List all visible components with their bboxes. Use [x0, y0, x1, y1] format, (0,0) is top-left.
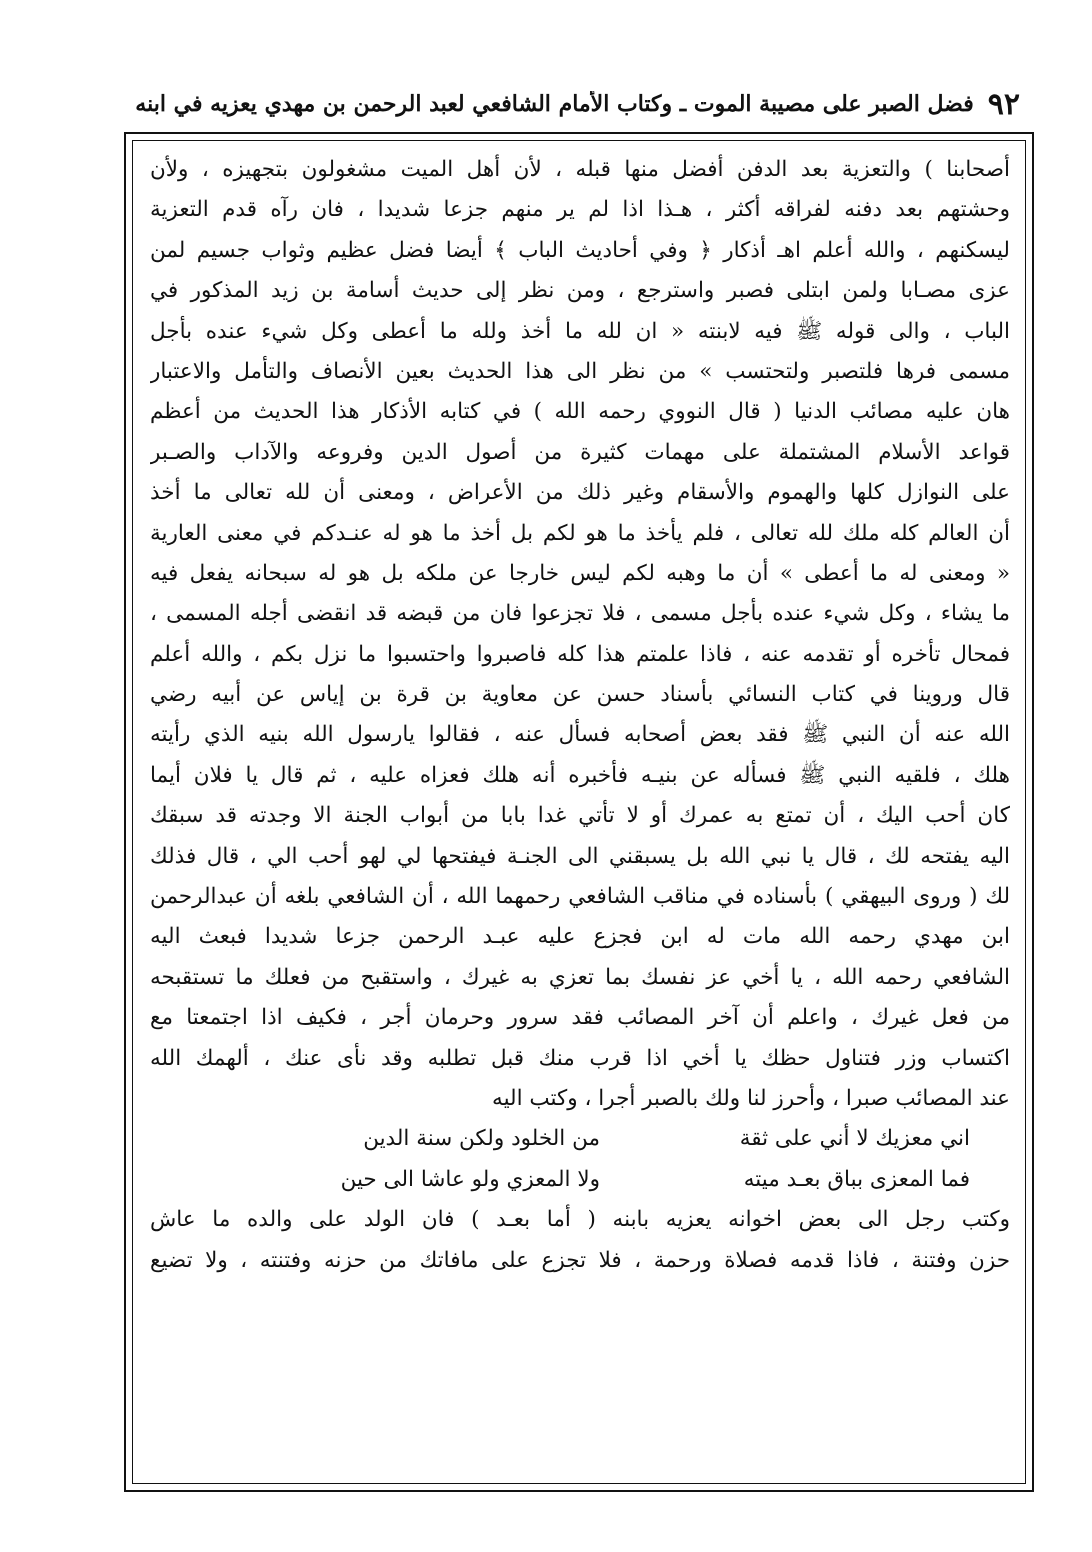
paragraph-before-verses [150, 150, 1010, 1119]
text-line: « ومعنى له ما أعطى » أن ما وهبه لكم ليس خارجا عن ملكه بل هو له سبحانه يفعل فيه [150, 560, 1010, 586]
paragraph-after-verses [150, 1200, 1010, 1281]
page-header [130, 84, 1020, 124]
text-line: من فعل غيرك ، واعلم أن آخر المصائب فقد سرور وحرمان أجر ، فكيف اذا اجتمعتا مع [150, 1005, 1010, 1031]
text-line: الشافعي رحمه الله ، يا أخي عز نفسك بما تعزي به غيرك ، واستقبح من فعلك ما تستقبحه [150, 964, 1010, 990]
verse-line [150, 1160, 1010, 1200]
main-text [150, 150, 1010, 1475]
text-line: ما يشاء ، وكل شيء عنده بأجل مسمى ، فلا تجزعوا فان من قبضه قد انقضى أجله المسمى ، [150, 601, 1010, 627]
text-line: الباب ، والى قوله ﷺ فيه لابنته « ان لله ما أخذ ولله ما أعطى وكل شيء عنده بأجل [150, 318, 1010, 344]
running-title: فضل الصبر على مصيبة الموت ـ وكتاب الأمام الشافعي لعبد الرحمن بن مهدي يعزيه في ابنه [135, 91, 974, 117]
text-line: اكتساب وزر فتناول حظك يا أخي اذا قرب منك قبل تطلبه وقد نأى عنك ، ألهمك الله [150, 1045, 1010, 1071]
text-line: هلك ، فلقيه النبي ﷺ فسأله عن بنيـه فأخبره أنه هلك فعزاه عليه ، ثم قال يا فلان أيما [150, 762, 1010, 788]
verse-second-half: من الخلود ولكن سنة الدين [363, 1126, 600, 1152]
text-line: أن العالم كله ملك لله تعالى ، فلم يأخذ ما هو لكم بل أخذ ما هو له عنـدكم في معنى العارية [150, 520, 1010, 546]
text-line: فمحال تأخره أو تقدمه عنه ، فاذا علمتم هذا كله فاصبروا واحتسبوا ما نزل بكم ، والله أعلم [150, 641, 1010, 667]
text-line: ليسكنهم ، والله أعلم اهـ أذكار ﴿ وفي أحاديث الباب ﴾ أيضا فضل عظيم وثواب جسيم لمن [150, 237, 1010, 263]
text-line: قال وروينا في كتاب النسائي بأسناد حسن عن معاوية بن قرة بن إياس عن أبيه رضي [150, 682, 1010, 708]
poem-verses [150, 1119, 1010, 1200]
text-line: عند المصائب صبرا ، وأحرز لنا ولك بالصبر أجرا ، وكتب اليه [492, 1085, 1010, 1111]
verse-first-half: اني معزيك لا أني على ثقة [739, 1126, 970, 1152]
text-line: عزى مصـابا ولمن ابتلى فصبر واسترجع ، ومن نظر إلى حديث أسامة بن زيد المذكور في [150, 278, 1010, 304]
text-line: الله عنه أن النبي ﷺ فقد بعض أصحابه فسأل عنه ، فقالوا يارسول الله بنيه الذي رأيته [150, 722, 1010, 748]
text-line: حزن وفتنة ، فاذا قدمه فصلاة ورحمة ، فلا تجزع على مافاتك من حزنه وفتنته ، ولا تضيع [150, 1247, 1010, 1273]
text-line: لك ( وروى البيهقي ) بأسناده في مناقب الشافعي رحمهما الله ، أن الشافعي بلغه أن عبدالرحمن [150, 884, 1010, 910]
page-number: ٩٢ [987, 86, 1020, 122]
text-line: على النوازل كلها والهموم والأسقام وغير ذلك من الأعراض ، ومعنى أن لله تعالى ما أخذ [150, 480, 1010, 506]
text-line: مسمى فرها فلتصبر ولتحتسب » من نظر الى هذا الحديث بعين الأنصاف والتأمل والاعتبار [150, 358, 1010, 384]
text-line: وحشتهم بعد دفنه لفراقه أكثر ، هـذا اذا لم ير منهم جزعا شديدا ، فان رآه قدم التعزية [150, 197, 1010, 223]
text-line: هان عليه مصائب الدنيا ( قال النووي رحمه الله ) في كتابه الأذكار هذا الحديث من أعظم [150, 399, 1010, 425]
text-line: اليه يفتحه لك ، قال يا نبي الله بل يسبقني الى الجنـة فيفتحها لي لهو أحب الي ، قال فذلك [150, 843, 1010, 869]
text-line: قواعد الأسلام المشتملة على مهمات كثيرة من أصول الدين وفروعه والآداب والصـبر [150, 439, 1010, 465]
verse-second-half: ولا المعزي ولو عاشا الى حين [340, 1166, 600, 1192]
text-line: وكتب رجل الى بعض اخوانه يعزيه بابنه ( أما بعـد ) فان الولد على والده ما عاش [150, 1207, 1010, 1233]
text-line: ابن مهدي رحمه الله مات له ابن فجزع عليه عبـد الرحمن جزعا شديدا فبعث اليه [150, 924, 1010, 950]
text-line: كان أحب اليك ، أن تمتع به عمرك أو لا تأتي غدا بابا من أبواب الجنة الا وجدته قد سبقك [150, 803, 1010, 829]
verse-line [150, 1119, 1010, 1159]
verse-first-half: فما المعزى بباق بعـد ميته [743, 1166, 970, 1192]
text-line: أصحابنا ) والتعزية بعد الدفن أفضل منها قبله ، لأن أهل الميت مشغولون بتجهيزه ، ولأن [150, 157, 1010, 182]
